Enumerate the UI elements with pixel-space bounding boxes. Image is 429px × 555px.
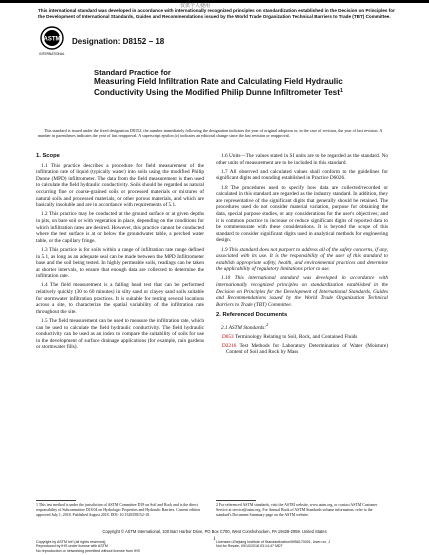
paragraph-1-2: 1.2 This practice may be conducted at the ground surface or at given depths in pits, on bare soil or with vegetation in place, depending on the conditions for which infiltration rates are desired. However, this practice cannot be conducted where the test surface is at or below the groundwater table, a perched water table, or the capillary fringe.: [36, 211, 204, 244]
referenced-documents-heading: 2. Referenced Documents: [216, 312, 288, 319]
standard-note: This standard is issued under the fixed designation D8152; the number immediately following the designation indicates the year of original adoption or, in the case of revision, the year of last revision. A number in parentheses indicates the year of last reapproval. A superscript epsilon (ε) indicates an editorial change since the last revision or reapproval.: [38, 128, 383, 139]
paragraph-1-1: 1.1 This practice describes a procedure for field measurement of the infiltration rate of liquid (typically water) into soils using the modified Philip Dunne (MPD) infiltrometer. The data from the field measurement is then used to calculate the field hydraulic conductivity. Soils should be regarded as natural occurring fine or coarse-grained soils or processed materials or mixtures of natural soils and processed materials, or other porous materials, and which are basically insoluble and are in accordance with requirements of 5.1.: [36, 162, 204, 209]
title-text: Measuring Field Infiltration Rate and Calculating Field Hydraulic Conductivity Using the Modified Philip Dunne Infiltrometer Test: [94, 77, 343, 97]
footnote-2: 2 For referenced ASTM standards, visit the ASTM website, www.astm.org, or contact ASTM Customer Service at service@astm.org. For Annual Book of ASTM Standards volume information, refer to the standard's Document Summary page on the ASTM website.: [216, 503, 378, 517]
page-title: [94, 77, 394, 97]
paragraph-1-8: 1.8 The procedures used to specify how data are collected/recorded or calculated in this standard are regarded as the industry standard. In addition, they are representative of the significant digits that generally should be retained. The procedures used do not consider material variation, purpose for obtaining the data, special purpose studies, or any considerations for the user's objectives; and it is common practice to increase or reduce significant digits of reported data to be commensurate with these considerations. It is beyond the scope of this standard to consider significant digits used in analytical methods for engineering design.: [216, 184, 388, 244]
footnote-1: 1 This test method is under the jurisdiction of ASTM Committee D18 on Soil and Rock and is the direct responsibility of Subcommittee D18.04 on Hydrologic Properties and Hydraulic Barriers. Current edition approved July 1, 2018. Published August 2018. DOI: 10.1520/D8152-18.: [36, 503, 200, 517]
astm-standards-subheading: [216, 322, 388, 331]
scope-heading: 1. Scope: [36, 153, 60, 159]
watermark-text: 仅供个人使用: [180, 3, 211, 9]
title-prefix: Standard Practice for: [94, 68, 171, 77]
astm-logo-icon: [39, 26, 65, 58]
top-banner: [0, 0, 429, 22]
astm-logo: [39, 26, 65, 58]
banner-text: This international standard was developed in accordance with internationally recognized principles on standardization established in the Decision on Principles for the Development of International Standards, Guides and Recommendations issued by the World Trade Organization Technical Barriers to Trade (TBT) Committee.: [38, 8, 395, 19]
copyright-line: Copyright © ASTM International, 100 Barr Harbor Drive, PO Box C700, West Conshohocken, PA 19428-2959. United States: [102, 529, 327, 534]
left-column: [36, 153, 204, 354]
paragraph-1-4: 1.4 The field measurement is a falling head test that can be performed relatively quickly (30 to 60 minutes) in silty sand or clayey sand soils suitable for stormwater infiltration practices. It is suitable for testing several locations across a site, to characterize the spatial variability of the infiltration rate throughout the site.: [36, 282, 204, 315]
reference-item[interactable]: [216, 343, 388, 356]
astm-standards-footnote-mark: 2: [266, 322, 269, 328]
page-number: 1: [213, 537, 216, 542]
paragraph-1-3: 1.3 This practice is for soils within a range of infiltration rate range defined in 5.1, as long as an adequate seal can be made between the MPD Infiltrometer base and the soil being tested. In highly permeable soils, readings can be taken at shorter intervals, to ensure that enough data are collected to determine the infiltration rate.: [36, 246, 204, 280]
top-bar: [0, 0, 429, 3]
license-right: Licensee=Zhejiang Institute of Standardization/5956170001, User=xx, J Not for Resale, 09/10/2018 03:14:47 MDT: [216, 540, 330, 549]
reference-item[interactable]: [216, 334, 388, 341]
paragraph-1-7: 1.7 All observed and calculated values shall conform to the guidelines for significant digits and rounding established in Practice D6026.: [216, 168, 388, 182]
reference-title: Terminology Relating to Soil, Rock, and Contained Fluids: [234, 333, 358, 340]
paragraph-1-6: 1.6 Units—The values stated in SI units are to be regarded as the standard. No other units of measurement are to be included in this standard.: [216, 153, 388, 166]
reference-code-link[interactable]: D653: [222, 333, 234, 340]
footnote-divider-right: [216, 500, 256, 501]
astm-standards-label: 2.1 ASTM Standards:: [221, 324, 267, 331]
logo-label: ASTM: [43, 36, 61, 43]
paragraph-1-10: 1.10 This international standard was developed in accordance with internationally recognized principles on standardization established in the Decision on Principles for the Development of International Standards, Guides and Recommendations issued by the World Trade Organization Technical Barriers to Trade (TBT) Committee.: [216, 275, 388, 308]
license-left: Copyright by ASTM Int'l (all rights reserved); Reproduced by IHS under license with ASTM No reproduction or networking permitted without license from IHS: [36, 540, 140, 553]
right-column: [216, 153, 388, 358]
title-footnote-mark: 1: [339, 87, 343, 94]
footnote-divider-left: [36, 500, 76, 501]
reference-code-link[interactable]: D2216: [222, 342, 237, 349]
reference-title: Test Methods for Laboratory Determination of Water (Moisture) Content of Soil and Rock by Mass: [226, 342, 388, 356]
paragraph-1-5: 1.5 The field measurement can be used to measure the infiltration rate, which can be used to calculate the field hydraulic conductivity. The field hydraulic conductivity can be used as an index to compare the suitability of soils for use in the development of surface drainage applications (for example, rain gardens or stormwater fills).: [36, 318, 204, 351]
logo-sub: INTERNATIONAL: [39, 52, 65, 56]
designation: Designation: D8152 − 18: [72, 37, 165, 46]
paragraph-1-9: 1.9 This standard does not purport to address all of the safety concerns, if any, associated with its use. It is the responsibility of the user of this standard to establish appropriate safety, health, and environmental practices and determine the applicability of regulatory limitations prior to use.: [216, 246, 388, 273]
title-block: [94, 68, 394, 97]
